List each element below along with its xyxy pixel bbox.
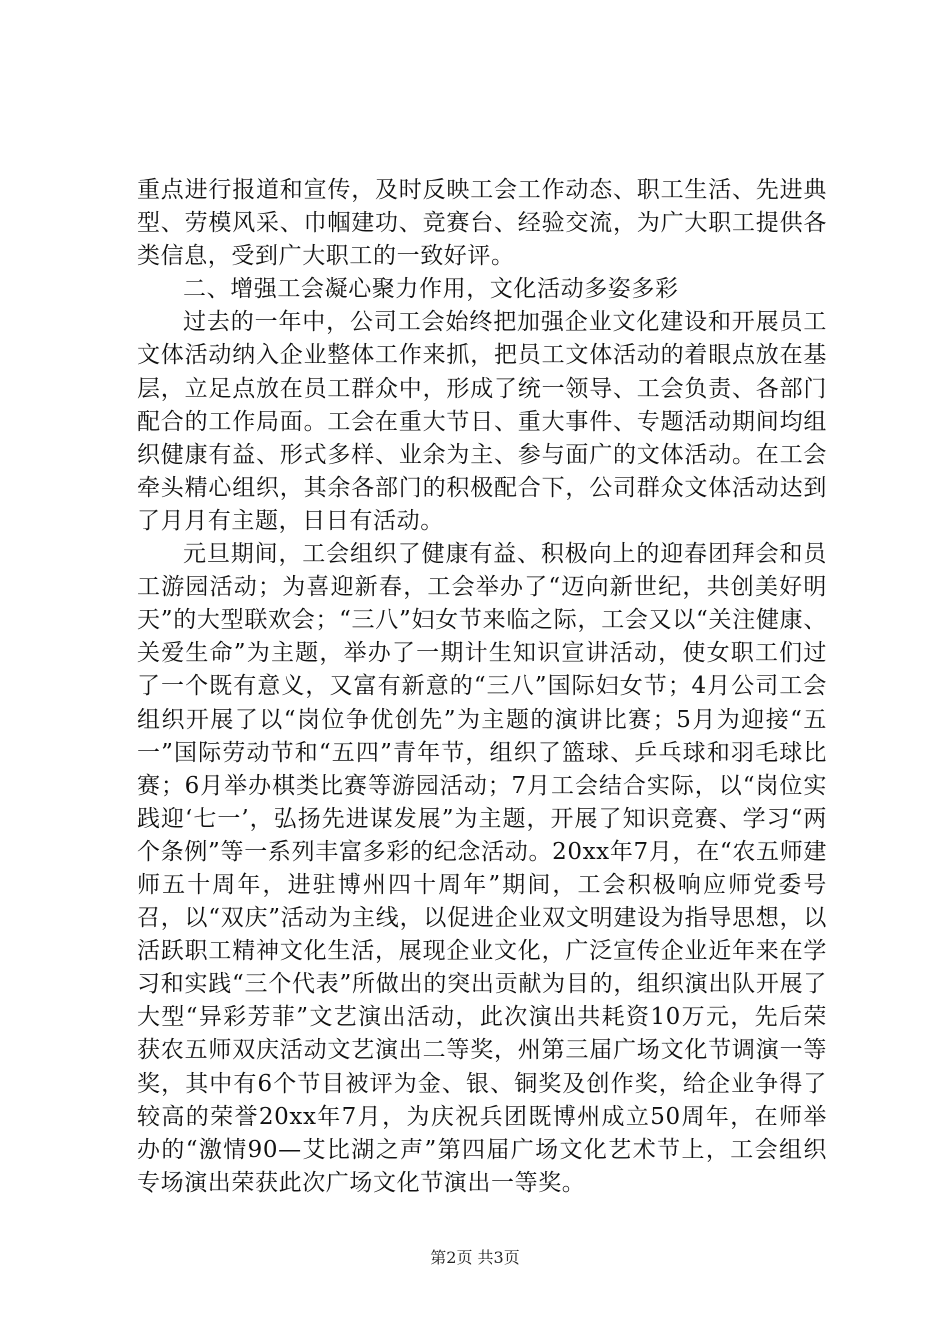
- document-body: [137, 174, 827, 1200]
- paragraph-overview: 过去的一年中，公司工会始终把加强企业文化建设和开展员工文体活动纳入企业整体工作来抓，把员工文体活动的着眼点放在基层，立足点放在员工群众中，形成了统一领导、工会负责、各部门配合的工作局面。工会在重大节日、重大事件、专题活动期间均组织健康有益、形式多样、业余为主、参与面广的文体活动。在工会牵头精心组织，其余各部门的积极配合下，公司群众文体活动达到了月月有主题，日日有活动。: [137, 309, 827, 534]
- section-heading: 二、增强工会凝心聚力作用，文化活动多姿多彩: [183, 276, 679, 303]
- paragraph-continuation: 重点进行报道和宣传，及时反映工会工作动态、职工生活、先进典型、劳模风采、巾帼建功、竞赛台、经验交流，为广大职工提供各类信息，受到广大职工的一致好评。: [137, 177, 827, 270]
- paragraph-activities: 元旦期间，工会组织了健康有益、积极向上的迎春团拜会和员工游园活动；为喜迎新春，工会举办了“迈向新世纪，共创美好明天”的大型联欢会；“三八”妇女节来临之际，工会又以“关注健康、关爱生命”为主题，举办了一期计生知识宣讲活动，使女职工们过了一个既有意义，又富有新意的“三八”国际妇女节；4月公司工会组织开展了以“岗位争优创先”为主题的演讲比赛；5月为迎接“五一”国际劳动节和“五四”青年节，组织了篮球、乒乓球和羽毛球比赛；6月举办棋类比赛等游园活动；7月工会结合实际，以“岗位实践迎‘七一’，弘扬先进谋发展”为主题，开展了知识竞赛、学习“两个条例”等一系列丰富多彩的纪念活动。20xx年7月，在“农五师建师五十周年，进驻博州四十周年”期间，工会积极响应师党委号召，以“双庆”活动为主线，以促进企业双文明建设为指导思想，以活跃职工精神文化生活，展现企业文化，广泛宣传企业近年来在学习和实践“三个代表”所做出的突出贡献为目的，组织演出队开展了大型“异彩芳菲”文艺演出活动，此次演出共耗资10万元，先后荣获农五师双庆活动文艺演出二等奖，州第三届广场文化节调演一等奖，其中有6个节目被评为金、银、铜奖及创作奖，给企业争得了较高的荣誉20xx年7月，为庆祝兵团既博州成立50周年，在师举办的“激情90—艾比湖之声”第四届广场文化艺术节上，工会组织专场演出荣获此次广场文化节演出一等奖。: [137, 541, 827, 1196]
- page-number: 第2页 共3页: [430, 1248, 520, 1267]
